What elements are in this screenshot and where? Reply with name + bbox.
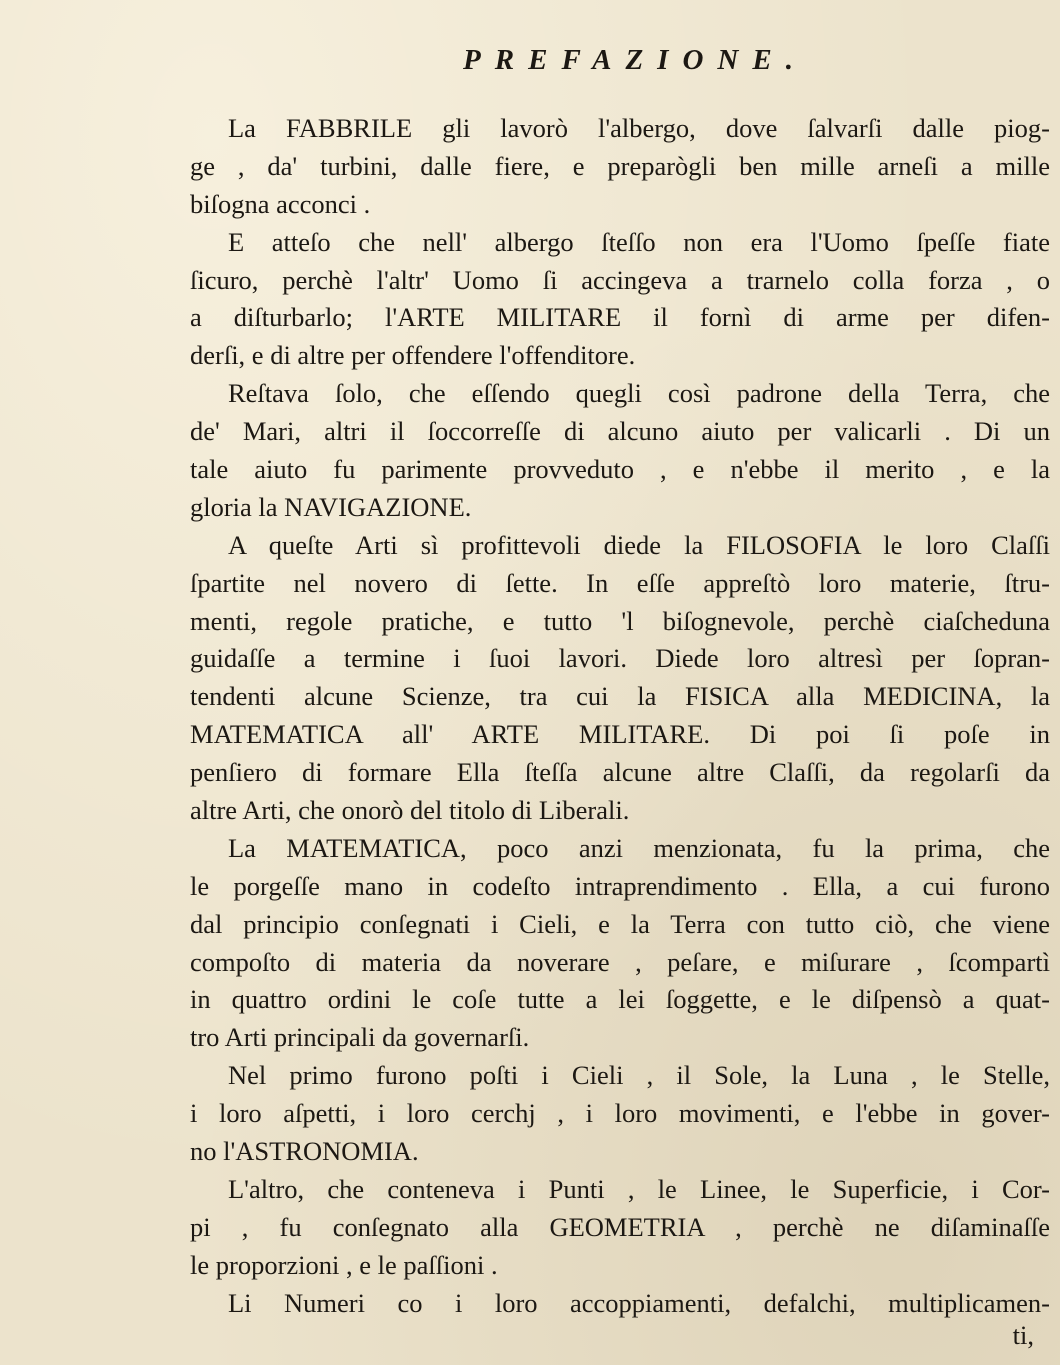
- text-line: ge , da' turbini, dalle fiere, e preparògli ben mille arneſi a mille: [190, 150, 1050, 181]
- text-line: gloria la NAVIGAZIONE.: [190, 491, 472, 522]
- page-header: PREFAZIONE.: [463, 44, 807, 76]
- text-line: La MATEMATICA, poco anzi menzionata, fu la prima, che: [228, 832, 1050, 863]
- text-line: le proporzioni , e le paſſioni .: [190, 1249, 498, 1280]
- text-line: a diſturbarlo; l'ARTE MILITARE il fornì di arme per difen-: [190, 302, 1050, 333]
- text-line: tro Arti principali da governarſi.: [190, 1022, 530, 1053]
- text-line: A queſte Arti sì profittevoli diede la FILOSOFIA le loro Claſſi: [228, 529, 1050, 560]
- text-line: compoſto di materia da noverare , peſare, e miſurare , ſcompartì: [190, 946, 1050, 977]
- text-line: tendenti alcune Scienze, tra cui la FISICA alla MEDICINA, la: [190, 681, 1050, 712]
- text-line: ſicuro, perchè l'altr' Uomo ſi accingeva a trarnelo colla forza , o: [190, 264, 1050, 295]
- text-line: no l'ASTRONOMIA.: [190, 1136, 419, 1167]
- text-line: Li Numeri co i loro accoppiamenti, defalchi, multiplicamen-: [228, 1287, 1050, 1318]
- text-line: pi , fu conſegnato alla GEOMETRIA , perchè ne diſaminaſſe: [190, 1211, 1050, 1242]
- text-line: i loro aſpetti, i loro cerchj , i loro movimenti, e l'ebbe in gover-: [190, 1098, 1050, 1129]
- text-line: MATEMATICA all' ARTE MILITARE. Di poi ſi poſe in: [190, 719, 1050, 750]
- text-line: Reſtava ſolo, che eſſendo quegli così padrone della Terra, che: [228, 378, 1050, 409]
- text-line: menti, regole pratiche, e tutto 'l biſognevole, perchè ciaſcheduna: [190, 605, 1050, 636]
- body-text: [190, 110, 1050, 1323]
- text-line: dal principio conſegnati i Cieli, e la Terra con tutto ciò, che viene: [190, 908, 1050, 939]
- text-line: tale aiuto fu parimente provveduto , e n'ebbe il merito , e la: [190, 454, 1050, 485]
- text-line: La FABBRILE gli lavorò l'albergo, dove ſalvarſi dalle piog-: [228, 113, 1050, 143]
- text-line: guidaſſe a termine i ſuoi lavori. Diede loro altresì per ſopran-: [190, 643, 1050, 674]
- text-line: E atteſo che nell' albergo ſteſſo non era l'Uomo ſpeſſe fiate: [228, 226, 1050, 257]
- text-line: in quattro ordini le coſe tutte a lei ſoggette, e le diſpensò a quat-: [190, 984, 1050, 1015]
- catchword: ti,: [1012, 1320, 1034, 1350]
- text-line: derſi, e di altre per offendere l'offenditore.: [190, 340, 636, 371]
- text-line: Nel primo furono poſti i Cieli , il Sole, la Luna , le Stelle,: [228, 1060, 1050, 1091]
- text-line: de' Mari, altri il ſoccorreſſe di alcuno aiuto per valicarli . Di un: [190, 416, 1050, 447]
- text-line: L'altro, che conteneva i Punti , le Linee, le Superficie, i Cor-: [228, 1173, 1050, 1204]
- text-line: altre Arti, che onorò del titolo di Liberali.: [190, 795, 630, 826]
- text-line: ſpartite nel novero di ſette. In eſſe appreſtò loro materie, ſtru-: [190, 567, 1050, 598]
- text-line: le porgeſſe mano in codeſto intraprendimento . Ella, a cui furono: [190, 870, 1050, 901]
- text-line: penſiero di formare Ella ſteſſa alcune altre Claſſi, da regolarſi da: [190, 757, 1050, 788]
- text-line: biſogna acconci .: [190, 188, 371, 219]
